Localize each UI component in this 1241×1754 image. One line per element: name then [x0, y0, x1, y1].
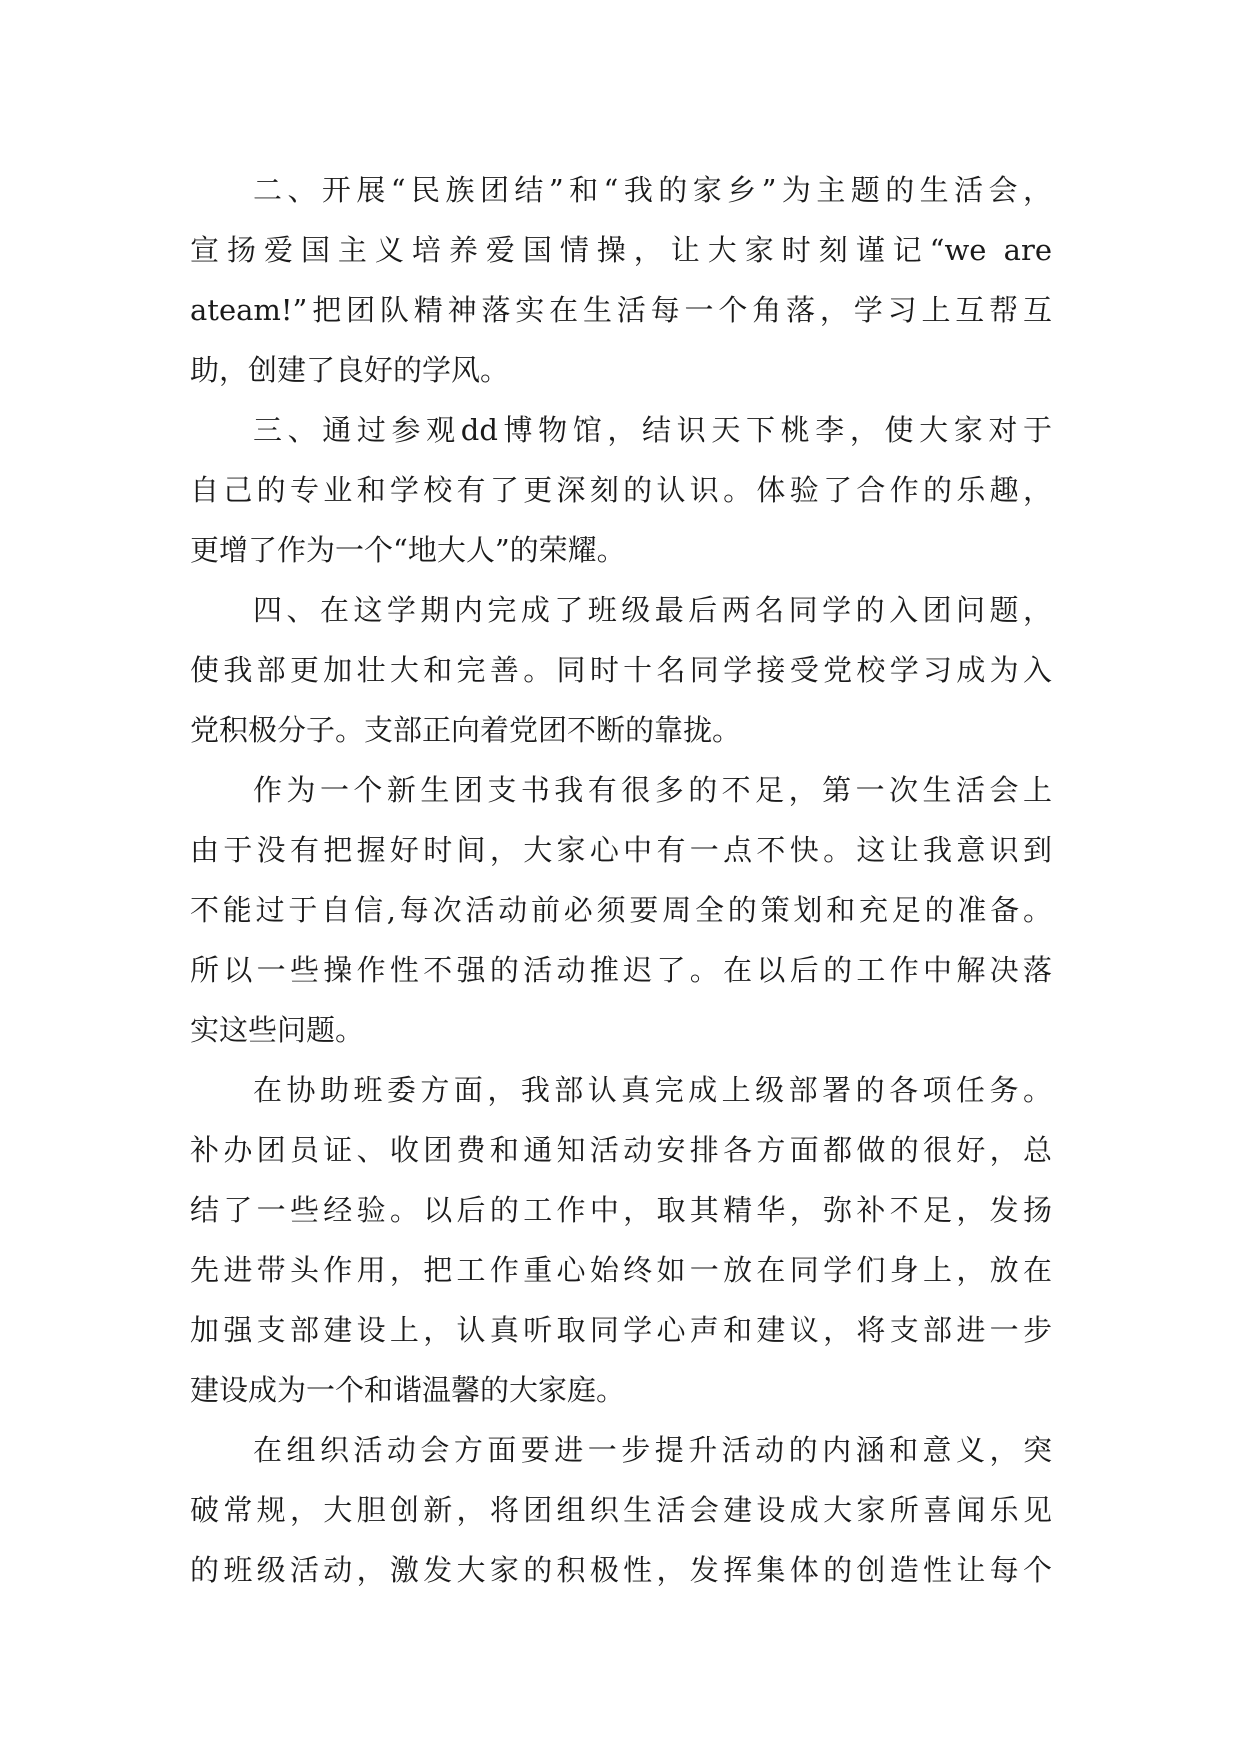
- paragraph-4-line-3: 不能过于自信,每次活动前必须要周全的策划和充足的准备。: [190, 893, 1052, 927]
- paragraph-2-line-2: 自己的专业和学校有了更深刻的认识。体验了合作的乐趣，: [190, 473, 1052, 507]
- document-body: [190, 160, 1052, 1600]
- paragraph-5-line-4: 先进带头作用，把工作重心始终如一放在同学们身上，放在: [190, 1253, 1052, 1287]
- paragraph-5-line-1: 在协助班委方面，我部认真完成上级部署的各项任务。: [253, 1073, 1052, 1107]
- paragraph-1-line-4: 助，创建了良好的学风。: [190, 353, 510, 387]
- paragraph-1-line-1: 二、开展“民族团结”和“我的家乡”为主题的生活会，: [253, 173, 1052, 207]
- paragraph-3-line-1: 四、在这学期内完成了班级最后两名同学的入团问题，: [253, 593, 1052, 627]
- paragraph-6-line-2: 破常规，大胆创新，将团组织生活会建设成大家所喜闻乐见: [190, 1493, 1052, 1527]
- paragraph-3-line-2: 使我部更加壮大和完善。同时十名同学接受党校学习成为入: [190, 653, 1052, 687]
- paragraph-4-line-1: 作为一个新生团支书我有很多的不足，第一次生活会上: [253, 773, 1052, 807]
- paragraph-6-line-1: 在组织活动会方面要进一步提升活动的内涵和意义，突: [253, 1433, 1052, 1467]
- paragraph-5-line-6: 建设成为一个和谐温馨的大家庭。: [190, 1373, 626, 1407]
- paragraph-6-line-3: 的班级活动，激发大家的积极性，发挥集体的创造性让每个: [190, 1553, 1052, 1587]
- paragraph-5-line-2: 补办团员证、收团费和通知活动安排各方面都做的很好，总: [190, 1133, 1052, 1167]
- paragraph-2-line-1: 三、通过参观dd博物馆，结识天下桃李，使大家对于: [253, 413, 1052, 447]
- paragraph-3-line-3: 党积极分子。支部正向着党团不断的靠拢。: [190, 713, 742, 747]
- paragraph-4-line-2: 由于没有把握好时间，大家心中有一点不快。这让我意识到: [190, 833, 1052, 867]
- paragraph-4-line-5: 实这些问题。: [190, 1013, 365, 1047]
- paragraph-2-line-3: 更增了作为一个“地大人”的荣耀。: [190, 533, 626, 567]
- paragraph-5-line-5: 加强支部建设上，认真听取同学心声和建议，将支部进一步: [190, 1313, 1052, 1347]
- paragraph-1-line-2: 宣扬爱国主义培养爱国情操，让大家时刻谨记“we are: [190, 233, 1052, 267]
- paragraph-5-line-3: 结了一些经验。以后的工作中，取其精华，弥补不足，发扬: [190, 1193, 1052, 1227]
- paragraph-4-line-4: 所以一些操作性不强的活动推迟了。在以后的工作中解决落: [190, 953, 1052, 987]
- paragraph-1-line-3: ateam!”把团队精神落实在生活每一个角落，学习上互帮互: [190, 293, 1052, 327]
